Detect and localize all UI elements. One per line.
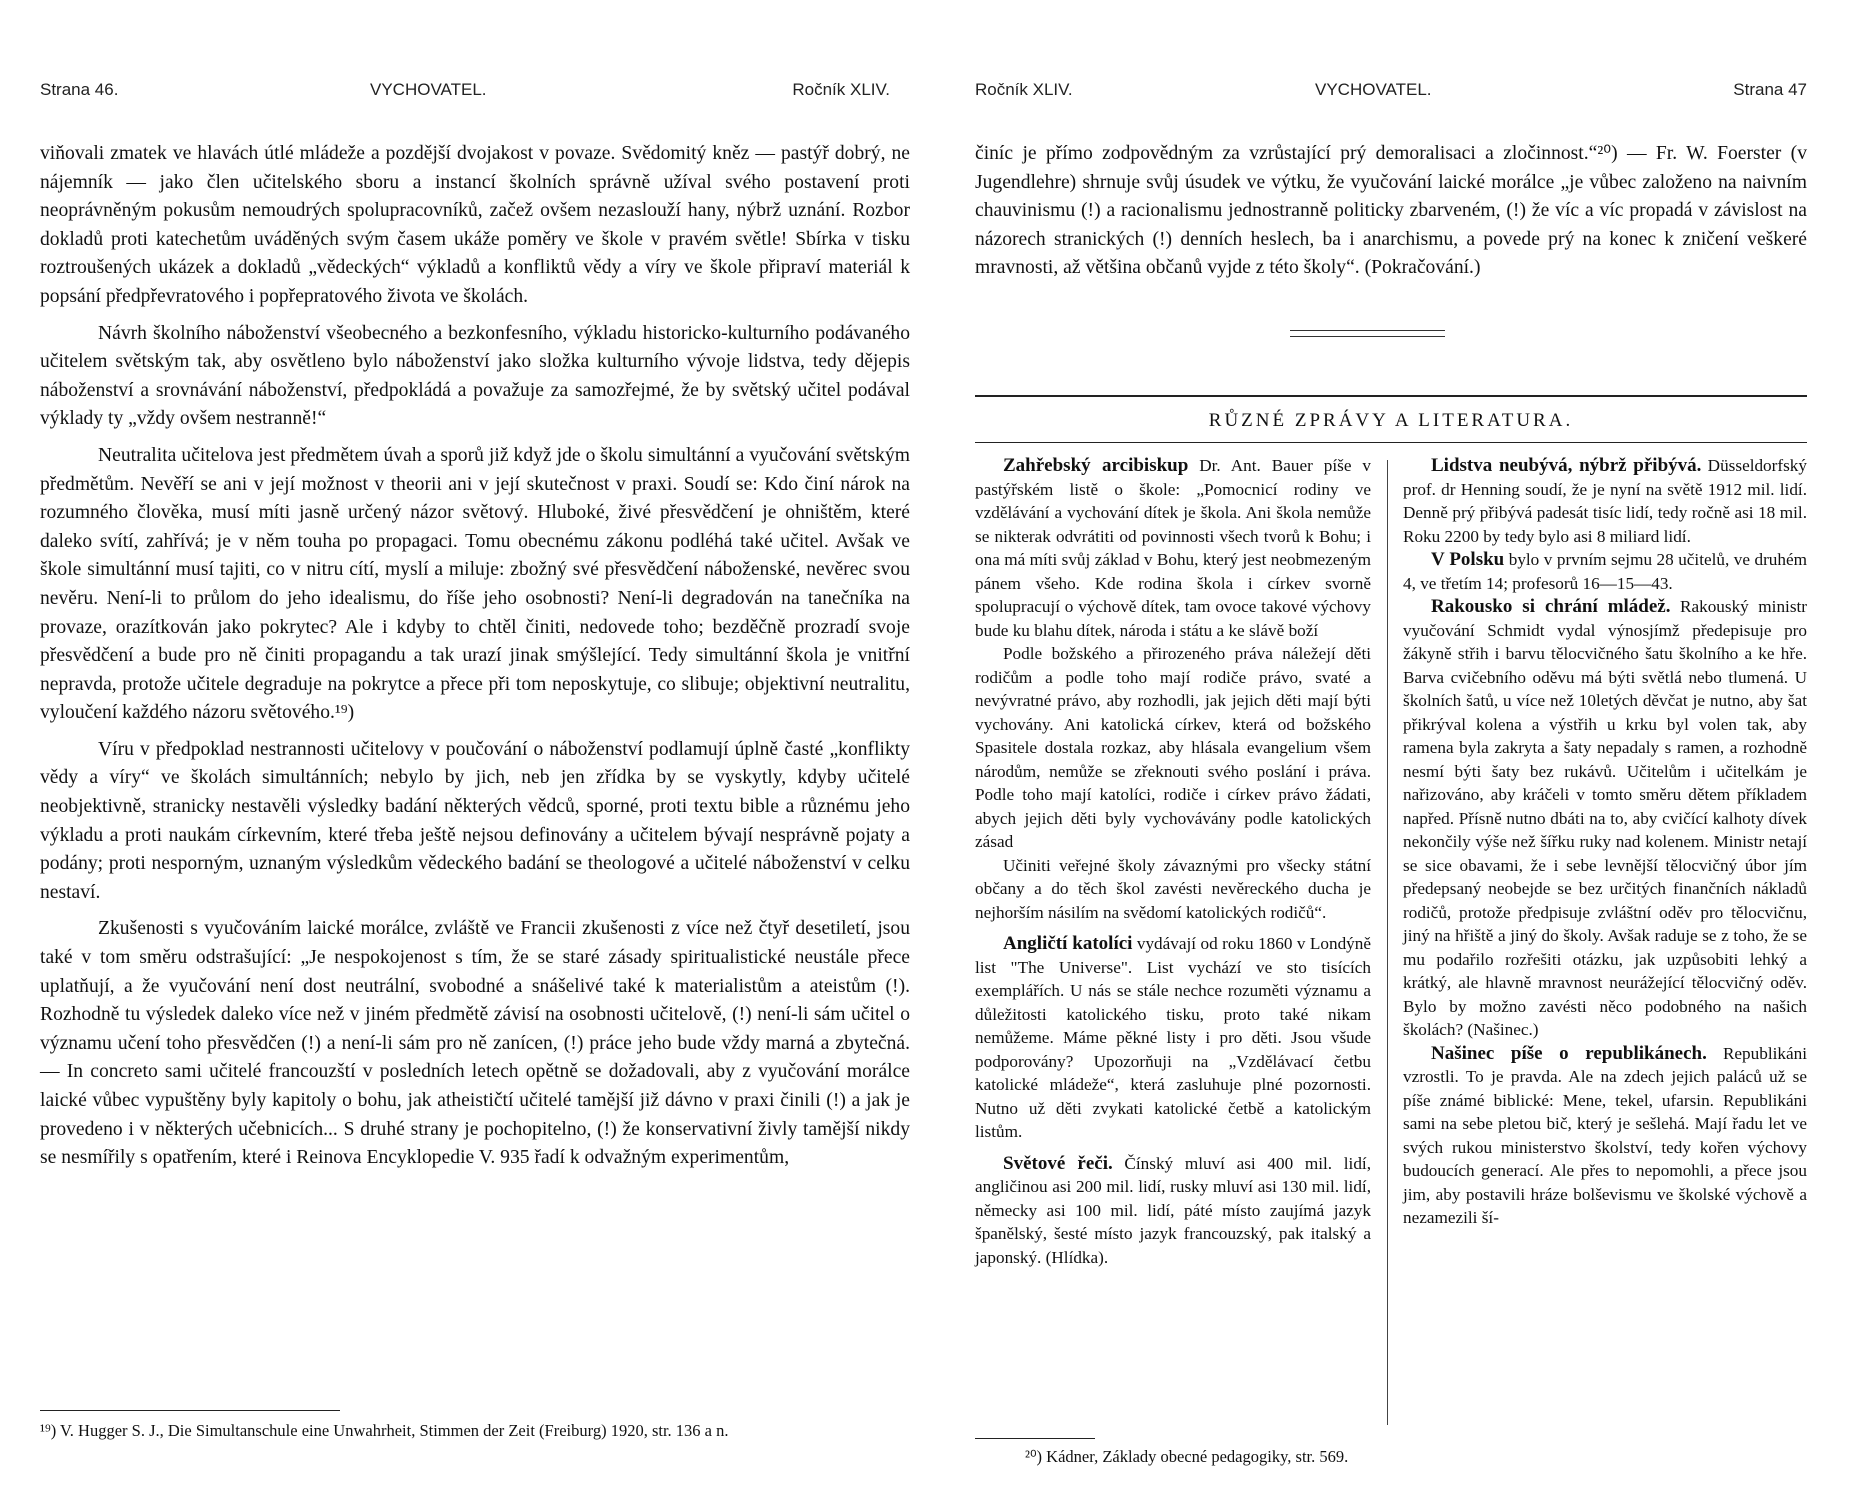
news-item (975, 932, 1371, 1144)
left-footnote: ¹⁹) V. Hugger S. J., Die Simultanschule eine Unwahrheit, Stimmen der Zeit (Freiburg) 1920, str. 136 a n. (40, 1421, 729, 1440)
news-item (1403, 595, 1807, 1042)
right-page (975, 0, 1807, 1500)
news-heading: Angličtí katolíci (1003, 933, 1133, 954)
left-footnote-rule (40, 1410, 340, 1411)
news-item (1403, 1042, 1807, 1230)
right-continuation-text: činíc je přímo zodpovědným za vzrůstající prý demoralisaci a zločinnost.“²⁰) — Fr. W. Foerster (v Jugendlehre) shrnuje svůj úsudek ve výtku, že vyučování laické morálce „je vůbec založeno na naivním chauvinismu (!) a racionalismu jednostranně politicky zbarveném, (!) že víc a víc propadá v závislost na názorech stranických (!) denních heslech, ba i anarchismu, a povede prý na konec k zničení veškeré mravnosti, až většina občanů vyjde z této školy“. (Pokračování.) (975, 143, 1807, 279)
right-volume: Ročník XLIV. (975, 80, 1073, 99)
right-continuation (975, 140, 1807, 283)
news-heading: Zahřebský arcibiskup (1003, 455, 1189, 476)
news-heading: Rakousko si chrání mládež. (1431, 596, 1671, 617)
news-item (1403, 548, 1807, 595)
news-heading: Našinec píše o republikánech. (1431, 1042, 1707, 1064)
left-header (40, 80, 910, 104)
right-footnote: ²⁰) Kádner, Základy obecné pedagogiky, str. 569. (1025, 1447, 1349, 1466)
left-running-title: VYCHOVATEL. (370, 80, 487, 99)
section-rule-bottom (975, 442, 1807, 443)
news-item (975, 454, 1371, 642)
news-text: Dr. Ant. Bauer píše v pastýřském listě o škole: „Pomocnicí rodiny ve vzdělávání a vychování dítek je škola. Ani škola nemůže se nikterak odvrátiti od povinnosti všech tvorů k Bohu; i ona má míti svůj základ v Bohu, který jest neobmezeným pánem všeho. Kde rodina škola i církev svorně spolupracují o výchově dítek, tam ovoce takové výchovy bude ku blahu dítek, národa i státu a ke slávě boží (975, 456, 1371, 640)
news-item (1403, 454, 1807, 548)
news-column-2 (1403, 454, 1807, 1230)
news-heading: V Polsku (1431, 549, 1505, 570)
right-page-number: Strana 47 (1733, 80, 1807, 99)
news-text: vydávají od roku 1860 v Londýně list "The Universe". List vychází ve sto tisících exemplářích. U nás se stále nechce rozuměti významu a důležitosti katolického tisku, proto také nikam nemůžeme. Máme pěkné listy i pro děti. Jsou všude podporovány? Upozorňuji na „Vzdělávací četbu katolické mládeže“, která zasluhuje plné pozornosti. Nutno už děti zvykati katolické četbě a katolickým listům. (975, 934, 1371, 1141)
news-item (975, 1152, 1371, 1270)
column-divider (1387, 460, 1388, 1425)
right-header (975, 80, 1807, 104)
end-rule-2 (1290, 336, 1445, 337)
news-text: bylo v prvním sejmu 28 učitelů, ve druhém 4, ve třetím 14; profesorů 16—15—43. (1403, 550, 1807, 593)
right-footnote-rule (975, 1438, 1095, 1439)
left-paragraph-3: Neutralita učitelova jest předmětem úvah a sporů již když jde o školu simultánní a vyučování světským předmětům. Nevěří se ani v její možnost v theorii ani v její skutečnost v praxi. Soudí se: Kdo činí nárok na rozumného člověka, musí míti jasně určený názor světový. Hluboké, živé přesvědčení je ohništěm, které daleko svítí, zahřívá; je v něm touha po propagaci. Tomu obecnému zákonu podléhá také učitel. Avšak ve škole simultánní musí tajiti, co v nitru cítí, myslí a miluje: zbožný své přesvědčení náboženské, nevěrec svou nevěru. Není-li to průlom do jeho idealismu, do říše jeho osobnosti? Není-li degradován na tanečníka na provaze, orazítkován jako pokrytec? Ale i kdyby to chtěl činiti, nedovede toho; bezděčně prozradí svoje přesvědčení a bude pro ně činiti propagandu a tak urazí jinak smýšlející. Tedy simultánní škola je vnitřní nepravda, protože učitele degraduje na pokrytce a přece při tom neposkytuje, co slibuje; objektivní neutralitu, vyloučení každého názoru světového.¹⁹) (40, 444, 910, 724)
left-page (40, 0, 910, 1500)
news-text: Učiniti veřejné školy závaznými pro všecky státní občany a do těch škol zavésti nevěreckého ducha je nejhorším násilím na svědomí katolických rodičů“. (975, 855, 1371, 922)
left-paragraph-4: Víru v předpoklad nestrannosti učitelovy v poučování o náboženství podlamují úplně časté „konflikty vědy a víry“ ve školách simultánních; nebylo by jich, neb jen zřídka by se vyskytly, kdyby učitelé neobjektivně, stranicky nestavěli výsledky badání některých vědců, sporné, proti textu bible a různému jeho výkladu a proti naukám církevním, které třeba ještě nejsou definovány a učitelem bývají nesprávně pojaty a podány; proti nesporným, uznaným výsledkům vědeckého badání se theologové a učitelé náboženství v celku nestaví. (40, 738, 910, 903)
news-text: Čínský mluví asi 400 mil. lidí, angličinou asi 200 mil. lidí, rusky mluví asi 130 mil. lidí, německy asi 100 mil. lidí, páté místo zaujímá jazyk španělský, šesté místo jazyk francouzský, pak italský a japonský. (Hlídka). (975, 1153, 1371, 1267)
news-text: Düsseldorfský prof. dr Henning soudí, že je nyní na světě 1912 mil. lidí. Denně prý přibývá padesát tisíc lidí, tedy ročně asi 18 mil. Roku 2200 by tedy bylo asi 8 miliard lidí. (1403, 456, 1807, 546)
news-column-1 (975, 454, 1371, 1269)
left-volume: Ročník XLIV. (792, 80, 890, 99)
left-paragraph-1: viňovali zmatek ve hlavách útlé mládeže a pozdější dvojakost v povaze. Svědomitý kněz — pastýř dobrý, ne nájemník — jako člen učitelského sboru a instancí školních správně užíval svého postavení proti neoprávněným pokusům nemoudrých spolupracovníků, začež ovšem nezaslouží hany, nýbrž uznání. Rozbor dokladů proti katechetům uváděných svým časem ukáže poměry ve škole v pravém světle! Sbírka v tisku roztroušených ukázek a dokladů „vědeckých“ výkladů a konfliktů vědy a víry ve škole připraví materiál k popsání předpřevratového i popřepratového života ve školách. (40, 143, 910, 307)
left-page-number: Strana 46. (40, 80, 119, 99)
news-item (975, 642, 1371, 854)
news-heading: Světové řeči. (1003, 1152, 1113, 1174)
left-body (40, 140, 910, 1173)
news-text: Podle božského a přirozeného práva náležejí děti rodičům a podle toho mají rodiče právo, svaté a nevývratné právo, aby rozhodli, jak jejich děti mají býti vychovány. Ani katolická církev, která od božského Spasitele dostala rozkaz, aby hlásala evangelium všem národům, nemůže se zřeknouti svého poslání i práva. Podle toho mají katolíci, rodiče i církev právo žádati, abych jejich děti byly vychovávány podle katolických zásad (975, 644, 1371, 851)
left-paragraph-5: Zkušenosti s vyučováním laické morálce, zvláště ve Francii zkušenosti z více než čtyř desetiletí, jsou také v tom směru odstrašující: „Je nespokojenost s tím, že se staré zásady spiritualistické neustále přece uplatňují, a že vyučování není dost neutrální, svobodné a snášelivé také k materialistům a ateistům (!). Rozhodně tu výsledek daleko více než v jiném předmětě závisí na osobnosti učitelově, (!) není-li sám učitel o významu učení toho přesvědčen (!) a není-li sám pro ně zanícen, (!) práce jeho bude vždy marná a zbytečná. — In concreto sami učitelé francouzští v posledních letech opětně se dožadovali, aby z vyučování morálce laické vůbec vypuštěny byly kapitoly o bohu, jak atheističtí učitelé tamější již dávno v praxi činili (!) a jak je provedeno i v některých učebnicích... S druhé strany je pochopitelno, (!) že konservativní živly tamější nikdy se nesmířily s opatřením, které i Reinova Encyklopedie V. 935 řadí k odvažným experimentům, (40, 918, 910, 1169)
news-text: Republikáni vzrostli. To je pravda. Ale na zdech jejich paláců už se píše známé biblické: Mene, tekel, ufarsin. Republikáni sami na sebe pletou bič, který je sešlehá. Mají řadu let ve svých rukou ministerstvo školství, tedy kořen výchovy budoucích generací. Ale přes to nepomohli, a přece jsou jim, aby postavili hráze bolševismu ve školské výchově a nezamezili ší- (1403, 1043, 1807, 1227)
left-paragraph-2: Návrh školního náboženství všeobecného a bezkonfesního, výkladu historicko-kulturního podávaného učitelem světským tak, aby osvětleno bylo náboženství jako složka kulturního vývoje lidstva, tedy dějepis náboženství a srovnávání náboženství, předpokládá a považuje za samozřejmé, že by světský učitel podával výklady ty „vždy ovšem nestranně!“ (40, 322, 910, 430)
right-running-title: VYCHOVATEL. (1315, 80, 1432, 99)
news-item (975, 854, 1371, 925)
news-text: Rakouský ministr vyučování Schmidt vydal výnosjímž předepisuje pro žákyně střih i barvu tělocvičného šatu školního a ke hře. Barva cvičebního oděvu má býti světlá nebo tlumená. U školních šatů, u více než 10letých děvčat je nutno, aby šat přikrýval kolena a výstřih u krku byl volen tak, aby ramena byla zakryta a šaty nepadaly s ramen, a rozhodně nesmí býti šaty bez rukávů. Učitelům i učitelkám je nařizováno, aby kráčeli v tomto směru dětem příkladem napřed. Přísně nutno dbáti na to, aby cvičící kalhoty dívek nekončily výše než šířku ruky nad kolenem. Ministr netají se sice obavami, že i sebe levnější tělocvičný úbor jím předepsaný neobejde se bez určitých finančních nákladů rodičů, protože předpisuje zvláštní oděv pro tělocvičnu, jiný na hřiště a jiný do školy. Avšak raduje se z toho, že se mu podařilo rozřešiti otázku, jak uzpůsobiti lehký a krátký, ale hlavně mravnost neurážející tělocvičný oděv. Bylo by možno zavésti něco podobného na našich školách? (Našinec.) (1403, 597, 1808, 1039)
news-heading: Lidstva neubývá, nýbrž přibývá. (1431, 455, 1702, 476)
end-rule-1 (1290, 330, 1445, 331)
section-title: RŮZNÉ ZPRÁVY A LITERATURA. (1208, 410, 1574, 431)
section-rule-top (975, 395, 1807, 397)
